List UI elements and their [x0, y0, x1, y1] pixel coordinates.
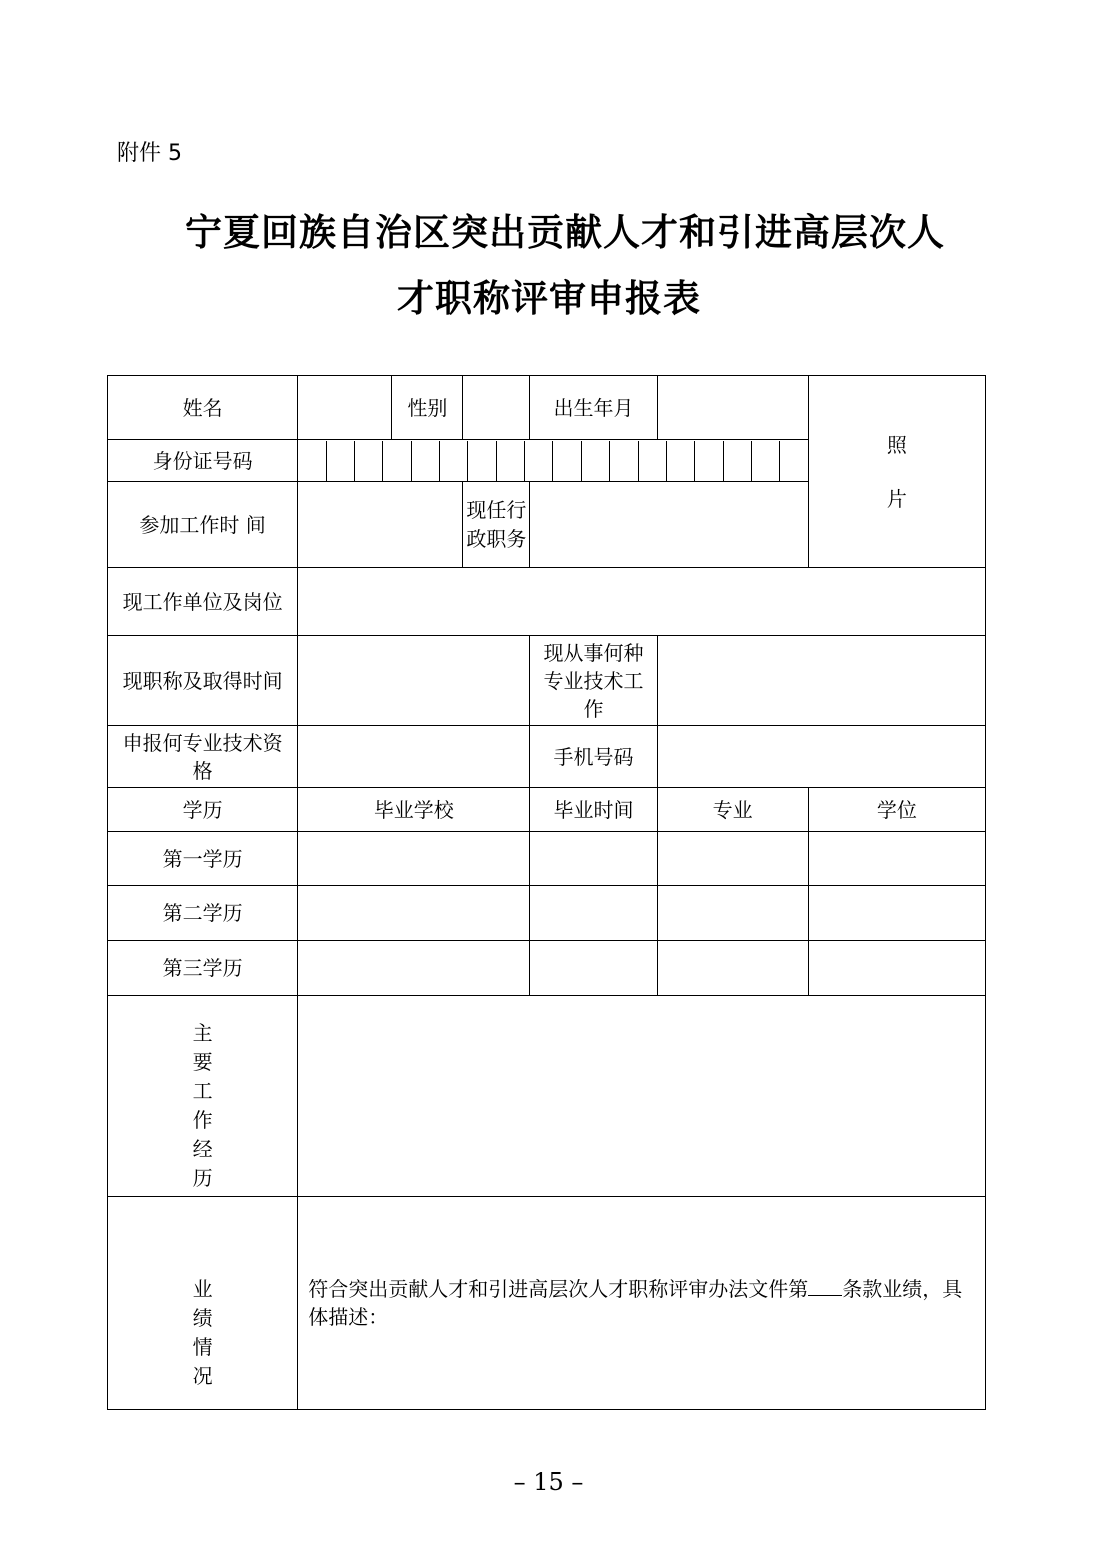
unit-position-field[interactable]: [298, 568, 986, 636]
achievement-field[interactable]: [298, 1197, 986, 1410]
edu-header-academic-degree: 学位: [808, 788, 985, 832]
id-digit-box[interactable]: [524, 441, 552, 481]
edu-grad-time-field[interactable]: [530, 832, 657, 886]
gender-field[interactable]: [463, 376, 530, 440]
phone-field[interactable]: [657, 726, 985, 788]
id-digit-box[interactable]: [382, 441, 410, 481]
edu-grad-time-field[interactable]: [530, 941, 657, 996]
edu-major-field[interactable]: [657, 832, 808, 886]
id-digit-box[interactable]: [496, 441, 524, 481]
work-experience-label: 主要工作经历: [108, 996, 298, 1197]
edu-header-major: 专业: [657, 788, 808, 832]
edu-school-field[interactable]: [298, 832, 530, 886]
apply-qualification-label: 申报何专业技术资格: [108, 726, 298, 788]
id-number-label: 身份证号码: [108, 440, 298, 482]
edu-degree-field[interactable]: [808, 832, 985, 886]
id-digit-box[interactable]: [638, 441, 666, 481]
edu-row-label: 第二学历: [108, 886, 298, 941]
edu-row: [108, 941, 986, 996]
id-digit-box[interactable]: [354, 441, 382, 481]
id-digit-box[interactable]: [694, 441, 722, 481]
unit-position-label: 现工作单位及岗位: [108, 568, 298, 636]
edu-degree-field[interactable]: [808, 941, 985, 996]
gender-label: 性别: [392, 376, 463, 440]
id-digit-box[interactable]: [581, 441, 609, 481]
edu-school-field[interactable]: [298, 941, 530, 996]
id-digit-box[interactable]: [723, 441, 751, 481]
edu-school-field[interactable]: [298, 886, 530, 941]
name-label: 姓名: [108, 376, 298, 440]
id-digit-box[interactable]: [439, 441, 467, 481]
birth-label: 出生年月: [530, 376, 657, 440]
current-title-field[interactable]: [298, 636, 530, 726]
edu-header-degree: 学历: [108, 788, 298, 832]
edu-row: [108, 832, 986, 886]
edu-grad-time-field[interactable]: [530, 886, 657, 941]
photo-box[interactable]: [808, 376, 985, 568]
form-title-line-2: 才职称评审申报表: [397, 276, 701, 320]
edu-degree-field[interactable]: [808, 886, 985, 941]
edu-header-grad-time: 毕业时间: [530, 788, 657, 832]
application-form-table: [107, 375, 986, 1410]
work-experience-field[interactable]: [298, 996, 986, 1197]
photo-label-1: 照: [886, 432, 907, 457]
id-number-grid[interactable]: [298, 440, 809, 482]
id-digit-box[interactable]: [609, 441, 637, 481]
id-digit-box[interactable]: [779, 441, 807, 481]
edu-row-label: 第一学历: [108, 832, 298, 886]
phone-label: 手机号码: [530, 726, 657, 788]
edu-row-label: 第三学历: [108, 941, 298, 996]
current-title-label: 现职称及取得时间: [108, 636, 298, 726]
edu-row: [108, 886, 986, 941]
name-field[interactable]: [298, 376, 392, 440]
photo-label-2: 片: [886, 486, 907, 511]
id-digit-box[interactable]: [666, 441, 694, 481]
birth-field[interactable]: [657, 376, 808, 440]
attachment-label: 附件 5: [117, 141, 182, 166]
work-start-label: 参加工作时 间: [108, 482, 298, 568]
admin-post-field[interactable]: [530, 482, 808, 568]
form-title-line-1: 宁夏回族自治区突出贡献人才和引进高层次人: [185, 210, 945, 254]
id-digit-box[interactable]: [298, 441, 325, 481]
achievement-text-before: 符合突出贡献人才和引进高层次人才职称评审办法文件第: [308, 1277, 809, 1301]
id-digit-box[interactable]: [326, 441, 354, 481]
admin-post-label: 现任行政职务: [463, 482, 530, 568]
edu-major-field[interactable]: [657, 886, 808, 941]
edu-header-school: 毕业学校: [298, 788, 530, 832]
work-field-label: 现从事何种专业技术工作: [530, 636, 657, 726]
work-start-field[interactable]: [298, 482, 463, 568]
achievement-label: 业绩情况: [108, 1197, 298, 1410]
article-number-blank[interactable]: [808, 1275, 842, 1296]
id-digit-box[interactable]: [552, 441, 580, 481]
id-digit-box[interactable]: [467, 441, 495, 481]
id-digit-box[interactable]: [751, 441, 779, 481]
edu-major-field[interactable]: [657, 941, 808, 996]
id-digit-box[interactable]: [411, 441, 439, 481]
achievement-text-after: 条款业绩，具体描述：: [308, 1277, 963, 1329]
page-number: – 15 –: [513, 1468, 584, 1496]
apply-qualification-field[interactable]: [298, 726, 530, 788]
work-field-field[interactable]: [657, 636, 985, 726]
